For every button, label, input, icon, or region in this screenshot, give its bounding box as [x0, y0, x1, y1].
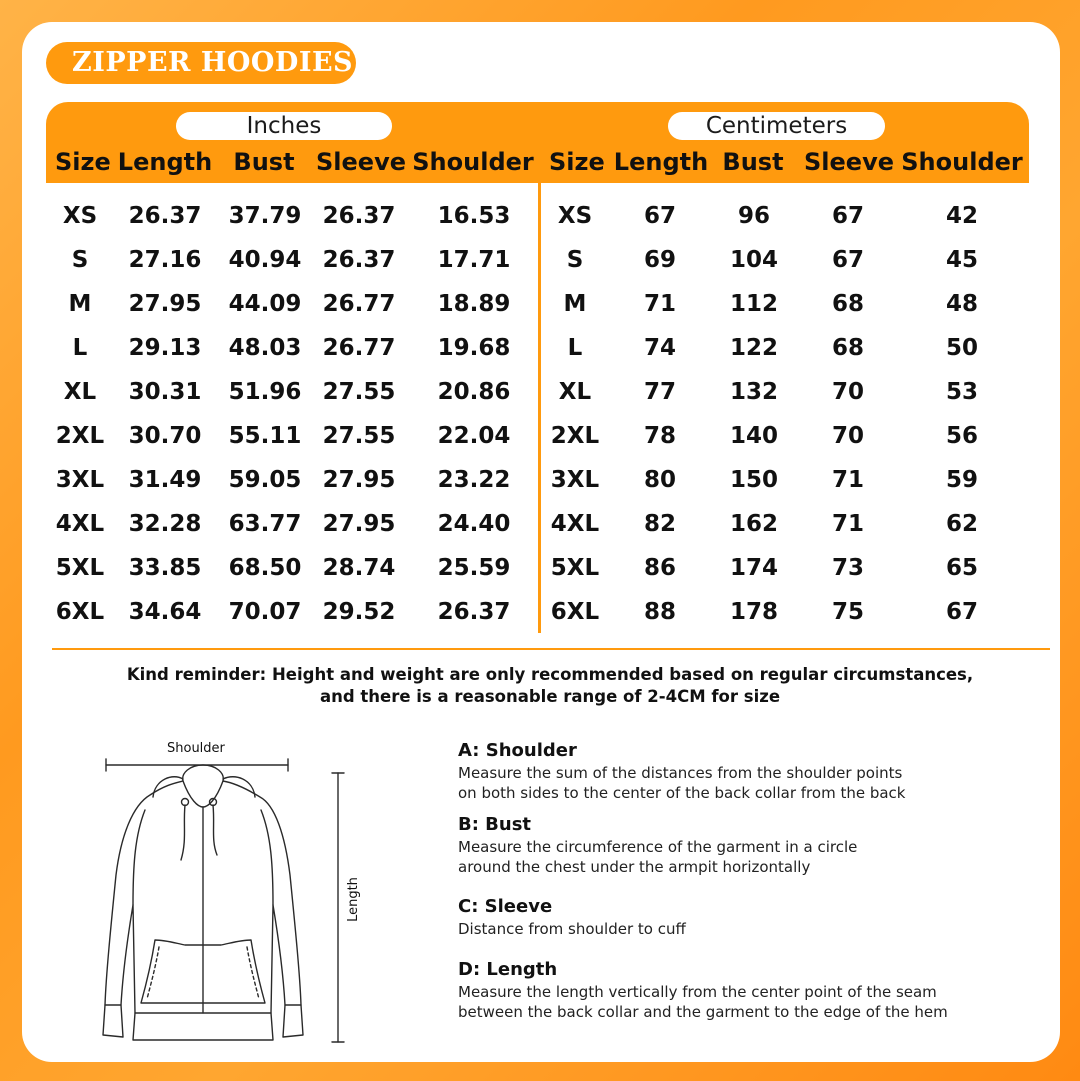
inches-cell-size: 2XL	[55, 423, 105, 449]
inches-header-size: Size	[55, 148, 111, 176]
inches-cell-size: XS	[62, 203, 98, 229]
inches-cell-shoulder: 26.37	[437, 599, 511, 625]
inches-cell-size: 4XL	[55, 511, 105, 537]
inches-cell-shoulder: 17.71	[437, 247, 511, 273]
cm-cell-length: 71	[643, 291, 676, 317]
cm-cell-bust: 174	[729, 555, 778, 581]
measure-description	[458, 982, 1038, 1022]
inches-cell-shoulder: 18.89	[437, 291, 511, 317]
cm-cell-size: XL	[558, 379, 592, 405]
cm-cell-size: M	[563, 291, 587, 317]
inches-unit-label: Inches	[176, 112, 392, 140]
inches-cell-sleeve: 27.95	[322, 467, 396, 493]
cm-cell-sleeve: 71	[831, 511, 864, 537]
table-divider	[538, 183, 541, 633]
inches-cell-size: L	[72, 335, 88, 361]
cm-cell-length: 67	[643, 203, 676, 229]
inches-cell-length: 34.64	[128, 599, 202, 625]
cm-cell-size: L	[567, 335, 583, 361]
measure-description	[458, 919, 1038, 939]
cm-header-sleeve: Sleeve	[804, 148, 894, 176]
inches-cell-sleeve: 27.95	[322, 511, 396, 537]
inches-cell-size: 3XL	[55, 467, 105, 493]
reminder-line-2: and there is a reasonable range of 2-4CM for size	[319, 687, 781, 706]
cm-cell-length: 88	[643, 599, 676, 625]
inches-cell-size: M	[68, 291, 92, 317]
inches-cell-length: 26.37	[128, 203, 202, 229]
cm-cell-shoulder: 59	[945, 467, 978, 493]
inches-cell-length: 27.95	[128, 291, 202, 317]
cm-cell-length: 74	[643, 335, 676, 361]
cm-cell-sleeve: 67	[831, 247, 864, 273]
inches-cell-size: 5XL	[55, 555, 105, 581]
inches-cell-length: 30.31	[128, 379, 202, 405]
inches-cell-size: 6XL	[55, 599, 105, 625]
inches-cell-length: 27.16	[128, 247, 202, 273]
measure-description-line: on both sides to the center of the back collar from the back	[458, 784, 906, 802]
cm-cell-shoulder: 65	[945, 555, 978, 581]
inches-header-sleeve: Sleeve	[316, 148, 406, 176]
cm-cell-sleeve: 75	[831, 599, 864, 625]
inches-cell-bust: 44.09	[228, 291, 302, 317]
cm-cell-shoulder: 67	[945, 599, 978, 625]
cm-cell-bust: 162	[729, 511, 778, 537]
measure-description-line: Distance from shoulder to cuff	[458, 920, 686, 938]
cm-cell-shoulder: 42	[945, 203, 978, 229]
inches-cell-sleeve: 29.52	[322, 599, 396, 625]
measure-title: B: Bust	[458, 814, 532, 835]
inches-header-bust: Bust	[233, 148, 295, 176]
cm-cell-shoulder: 53	[945, 379, 978, 405]
cm-cell-size: 6XL	[550, 599, 600, 625]
page-title: ZIPPER HOODIES	[46, 42, 356, 84]
cm-cell-shoulder: 45	[945, 247, 978, 273]
measure-description-line: Measure the circumference of the garment in a circle	[458, 838, 858, 856]
inches-cell-sleeve: 26.37	[322, 247, 396, 273]
inches-cell-bust: 48.03	[228, 335, 302, 361]
reminder-line-1: Kind reminder: Height and weight are only recommended based on regular circumstances,	[126, 665, 974, 684]
cm-cell-sleeve: 67	[831, 203, 864, 229]
cm-header-bust: Bust	[722, 148, 784, 176]
cm-cell-length: 77	[643, 379, 676, 405]
cm-cell-bust: 122	[729, 335, 778, 361]
cm-cell-length: 69	[643, 247, 676, 273]
cm-cell-size: XS	[557, 203, 593, 229]
inches-cell-length: 30.70	[128, 423, 202, 449]
inches-cell-shoulder: 23.22	[437, 467, 511, 493]
inches-cell-sleeve: 28.74	[322, 555, 396, 581]
length-label: Length	[345, 877, 361, 922]
inches-header-shoulder: Shoulder	[412, 148, 534, 176]
cm-cell-sleeve: 73	[831, 555, 864, 581]
inches-cell-length: 31.49	[128, 467, 202, 493]
shoulder-label: Shoulder	[167, 741, 225, 756]
measure-title: D: Length	[458, 959, 558, 980]
inches-cell-sleeve: 26.37	[322, 203, 396, 229]
cm-cell-bust: 104	[729, 247, 778, 273]
cm-cell-size: 3XL	[550, 467, 600, 493]
cm-header-shoulder: Shoulder	[901, 148, 1023, 176]
measure-title: A: Shoulder	[458, 740, 577, 761]
cm-cell-size: 5XL	[550, 555, 600, 581]
measure-description-line: around the chest under the armpit horizontally	[458, 858, 811, 876]
cm-cell-sleeve: 70	[831, 379, 864, 405]
inches-header-length: Length	[117, 148, 213, 176]
cm-cell-length: 78	[643, 423, 676, 449]
inches-cell-bust: 68.50	[228, 555, 302, 581]
cm-cell-bust: 96	[737, 203, 770, 229]
cm-cell-size: 4XL	[550, 511, 600, 537]
measure-title: C: Sleeve	[458, 896, 553, 917]
inches-cell-sleeve: 26.77	[322, 335, 396, 361]
measure-description	[458, 837, 1038, 877]
cm-cell-sleeve: 68	[831, 291, 864, 317]
cm-cell-bust: 178	[729, 599, 778, 625]
inches-cell-bust: 51.96	[228, 379, 302, 405]
inches-cell-bust: 40.94	[228, 247, 302, 273]
cm-cell-shoulder: 50	[945, 335, 978, 361]
inches-cell-shoulder: 25.59	[437, 555, 511, 581]
cm-cell-length: 82	[643, 511, 676, 537]
measure-description-line: Measure the sum of the distances from the shoulder points	[458, 764, 903, 782]
section-divider	[52, 648, 1050, 650]
measure-description-line: Measure the length vertically from the center point of the seam	[458, 983, 937, 1001]
cm-cell-length: 80	[643, 467, 676, 493]
cm-cell-sleeve: 68	[831, 335, 864, 361]
cm-cell-shoulder: 56	[945, 423, 978, 449]
cm-header-length: Length	[613, 148, 709, 176]
cm-cell-bust: 132	[729, 379, 778, 405]
inches-cell-size: XL	[63, 379, 97, 405]
cm-cell-size: 2XL	[550, 423, 600, 449]
cm-cell-shoulder: 48	[945, 291, 978, 317]
cm-cell-bust: 140	[729, 423, 778, 449]
cm-cell-sleeve: 71	[831, 467, 864, 493]
cm-cell-bust: 150	[729, 467, 778, 493]
inches-cell-bust: 55.11	[228, 423, 302, 449]
cm-cell-shoulder: 62	[945, 511, 978, 537]
inches-cell-sleeve: 27.55	[322, 423, 396, 449]
centimeters-unit-label: Centimeters	[668, 112, 885, 140]
inches-cell-bust: 70.07	[228, 599, 302, 625]
inches-cell-size: S	[71, 247, 89, 273]
inches-cell-shoulder: 16.53	[437, 203, 511, 229]
inches-cell-shoulder: 24.40	[437, 511, 511, 537]
inches-cell-sleeve: 26.77	[322, 291, 396, 317]
inches-cell-sleeve: 27.55	[322, 379, 396, 405]
cm-cell-size: S	[566, 247, 584, 273]
inches-cell-bust: 63.77	[228, 511, 302, 537]
inches-cell-length: 33.85	[128, 555, 202, 581]
kind-reminder	[60, 664, 1040, 708]
inches-cell-length: 32.28	[128, 511, 202, 537]
inches-cell-shoulder: 19.68	[437, 335, 511, 361]
cm-cell-sleeve: 70	[831, 423, 864, 449]
measure-description	[458, 763, 1038, 803]
hoodie-illustration	[95, 755, 355, 1045]
inches-cell-length: 29.13	[128, 335, 202, 361]
inches-cell-bust: 59.05	[228, 467, 302, 493]
inches-cell-shoulder: 22.04	[437, 423, 511, 449]
measure-description-line: between the back collar and the garment to the edge of the hem	[458, 1003, 948, 1021]
cm-cell-bust: 112	[729, 291, 778, 317]
cm-cell-length: 86	[643, 555, 676, 581]
cm-header-size: Size	[549, 148, 605, 176]
inches-cell-shoulder: 20.86	[437, 379, 511, 405]
inches-cell-bust: 37.79	[228, 203, 302, 229]
